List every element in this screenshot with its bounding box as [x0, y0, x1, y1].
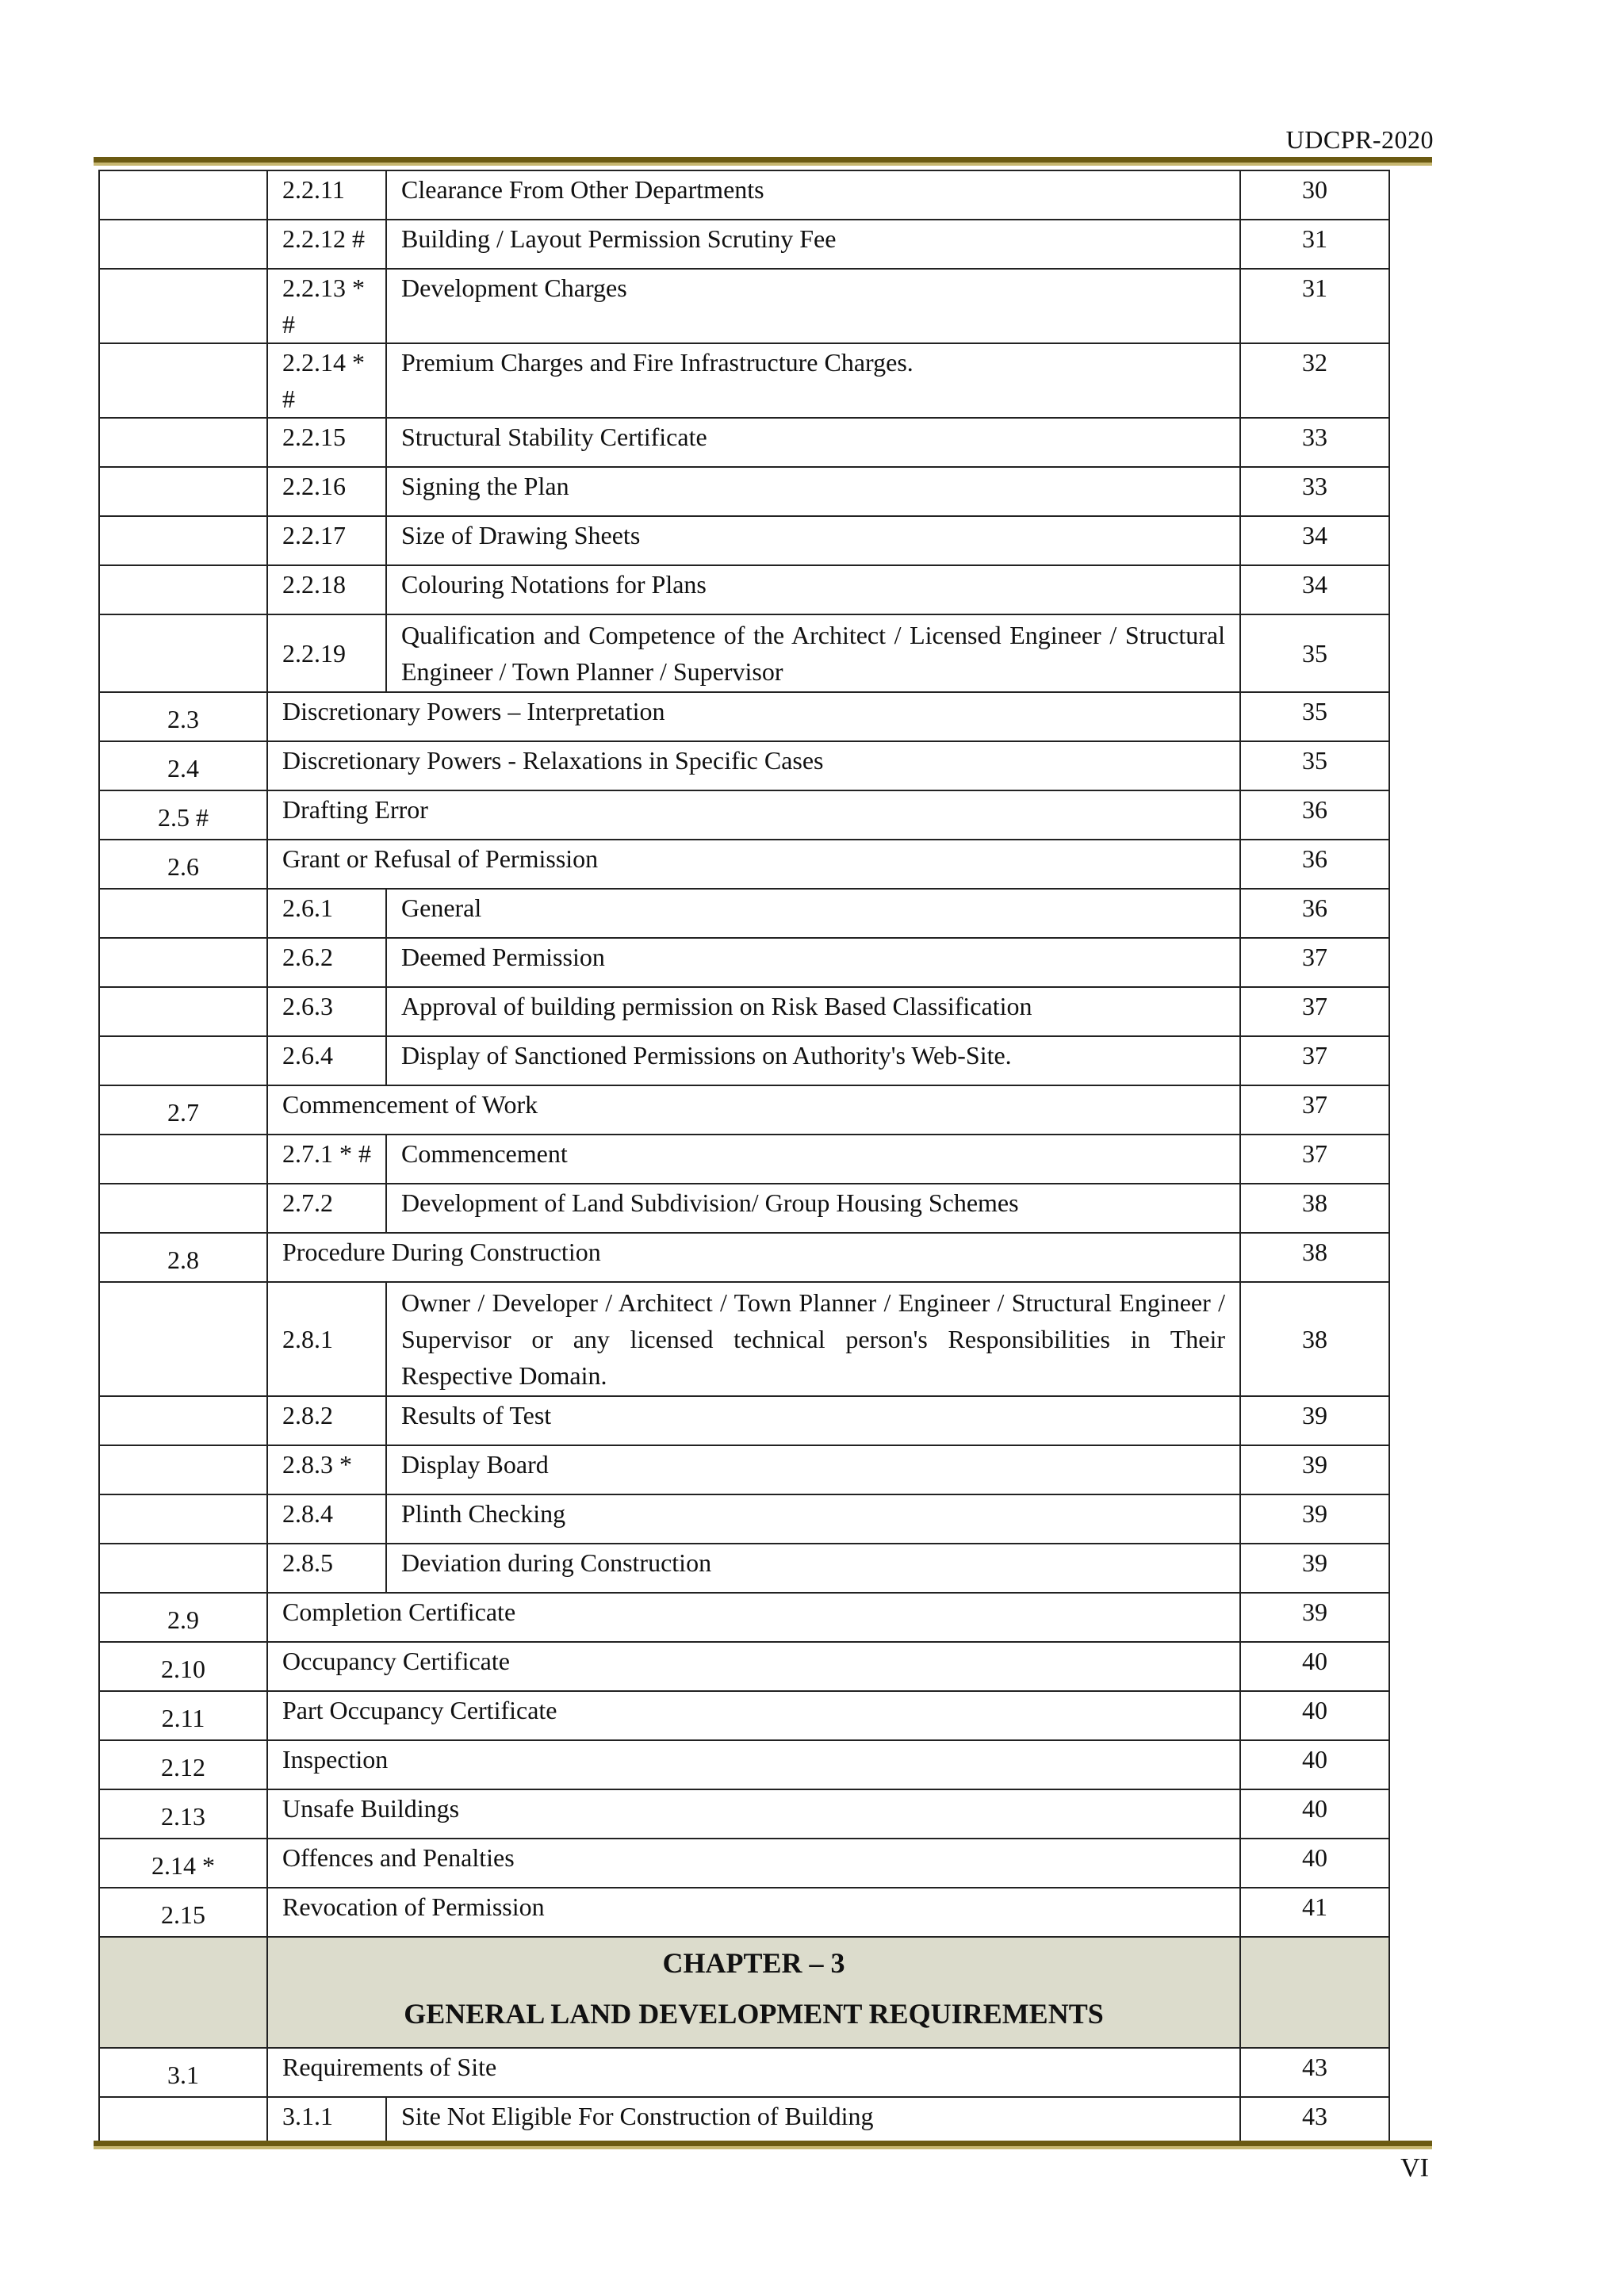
section-number-cell: [99, 889, 267, 938]
page-number-cell: 39: [1240, 1396, 1389, 1445]
entry-title: Inspection: [267, 1740, 1240, 1789]
toc-row[interactable]: [99, 1233, 1389, 1282]
page-number-cell: 31: [1240, 269, 1389, 343]
toc-row[interactable]: [99, 790, 1389, 840]
toc-row[interactable]: [99, 2048, 1389, 2097]
section-number: 2.15: [99, 1888, 267, 1937]
page-number-cell: 37: [1240, 1085, 1389, 1135]
entry-title: Display of Sanctioned Permissions on Authority's Web-Site.: [386, 1036, 1240, 1085]
table-of-contents: [98, 170, 1390, 2147]
section-number-cell: [99, 1036, 267, 1085]
toc-row[interactable]: [99, 1282, 1389, 1396]
subsection-number: 2.8.3 *: [267, 1445, 386, 1494]
page-number-cell: 43: [1240, 2048, 1389, 2097]
toc-row[interactable]: [99, 467, 1389, 516]
entry-title: Display Board: [386, 1445, 1240, 1494]
toc-row[interactable]: [99, 1445, 1389, 1494]
toc-row[interactable]: [99, 1396, 1389, 1445]
chapter-blank-cell: [99, 1937, 267, 2048]
entry-title: Deviation during Construction: [386, 1544, 1240, 1593]
page-number-cell: 39: [1240, 1593, 1389, 1642]
subsection-number: 2.6.2: [267, 938, 386, 987]
subsection-number: 2.2.14 * #: [267, 343, 386, 418]
toc-row[interactable]: [99, 516, 1389, 565]
section-number-cell: [99, 1396, 267, 1445]
toc-row[interactable]: [99, 1888, 1389, 1937]
page-number-cell: 38: [1240, 1184, 1389, 1233]
entry-title: Clearance From Other Departments: [386, 170, 1240, 220]
subsection-number: 3.1.1: [267, 2097, 386, 2146]
entry-title: Owner / Developer / Architect / Town Planner / Engineer / Structural Engineer / Supervisor or any licensed technical person's Responsibilities in Their Respective Domain.: [386, 1282, 1240, 1396]
page-number-cell: 37: [1240, 938, 1389, 987]
subsection-number: 2.2.16: [267, 467, 386, 516]
section-number-cell: [99, 1494, 267, 1544]
toc-row[interactable]: [99, 1544, 1389, 1593]
section-number: 2.3: [99, 692, 267, 741]
entry-title: Revocation of Permission: [267, 1888, 1240, 1937]
entry-title: Deemed Permission: [386, 938, 1240, 987]
section-number: 2.13: [99, 1789, 267, 1839]
entry-title: Site Not Eligible For Construction of Building: [386, 2097, 1240, 2146]
page-number-cell: 38: [1240, 1282, 1389, 1396]
page-number-cell: 38: [1240, 1233, 1389, 1282]
subsection-number: 2.2.12 #: [267, 220, 386, 269]
subsection-number: 2.8.4: [267, 1494, 386, 1544]
header-rule: [94, 157, 1432, 166]
toc-row[interactable]: [99, 1642, 1389, 1691]
entry-title: Signing the Plan: [386, 467, 1240, 516]
entry-title: Structural Stability Certificate: [386, 418, 1240, 467]
entry-title: Part Occupancy Certificate: [267, 1691, 1240, 1740]
toc-row[interactable]: [99, 220, 1389, 269]
section-number-cell: [99, 516, 267, 565]
section-number: 2.10: [99, 1642, 267, 1691]
section-number-cell: [99, 987, 267, 1036]
toc-row[interactable]: [99, 741, 1389, 790]
page-number-cell: 36: [1240, 790, 1389, 840]
section-number-cell: [99, 467, 267, 516]
section-number-cell: [99, 1135, 267, 1184]
section-number-cell: [99, 269, 267, 343]
section-number-cell: [99, 220, 267, 269]
footer-rule: [94, 2141, 1432, 2149]
subsection-number: 2.8.2: [267, 1396, 386, 1445]
page-number-cell: 37: [1240, 1036, 1389, 1085]
toc-row[interactable]: [99, 1135, 1389, 1184]
page-number-cell: 36: [1240, 840, 1389, 889]
section-number: 2.5 #: [99, 790, 267, 840]
page-number-cell: 39: [1240, 1445, 1389, 1494]
subsection-number: 2.8.1: [267, 1282, 386, 1396]
entry-title: Commencement: [386, 1135, 1240, 1184]
section-number-cell: [99, 418, 267, 467]
entry-title: Qualification and Competence of the Architect / Licensed Engineer / Structural Engineer / Town Planner / Supervisor: [386, 614, 1240, 692]
toc-row[interactable]: [99, 170, 1389, 220]
entry-title: Premium Charges and Fire Infrastructure Charges.: [386, 343, 1240, 418]
chapter-heading: [267, 1937, 1240, 2048]
chapter-page-cell: [1240, 1937, 1389, 2048]
section-number: 2.9: [99, 1593, 267, 1642]
page-number: VI: [1400, 2153, 1429, 2183]
subsection-number: 2.2.11: [267, 170, 386, 220]
entry-title: Discretionary Powers - Relaxations in Specific Cases: [267, 741, 1240, 790]
entry-title: Results of Test: [386, 1396, 1240, 1445]
toc-row[interactable]: [99, 1789, 1389, 1839]
entry-title: Plinth Checking: [386, 1494, 1240, 1544]
entry-title: Requirements of Site: [267, 2048, 1240, 2097]
toc-row[interactable]: [99, 418, 1389, 467]
section-number-cell: [99, 1445, 267, 1494]
toc-row[interactable]: [99, 840, 1389, 889]
chapter-heading-row: [99, 1937, 1389, 2048]
page-number-cell: 33: [1240, 418, 1389, 467]
entry-title: Size of Drawing Sheets: [386, 516, 1240, 565]
section-number: 2.14 *: [99, 1839, 267, 1888]
subsection-number: 2.8.5: [267, 1544, 386, 1593]
page-number-cell: 40: [1240, 1691, 1389, 1740]
entry-title: Approval of building permission on Risk Based Classification: [386, 987, 1240, 1036]
entry-title: Discretionary Powers – Interpretation: [267, 692, 1240, 741]
toc-row[interactable]: [99, 987, 1389, 1036]
page-number-cell: 37: [1240, 1135, 1389, 1184]
toc-row[interactable]: [99, 1036, 1389, 1085]
toc-row[interactable]: [99, 1184, 1389, 1233]
section-number-cell: [99, 938, 267, 987]
page-number-cell: 35: [1240, 614, 1389, 692]
entry-title: General: [386, 889, 1240, 938]
toc-row[interactable]: [99, 889, 1389, 938]
section-number: 2.12: [99, 1740, 267, 1789]
toc-row[interactable]: [99, 1839, 1389, 1888]
page-number-cell: 35: [1240, 692, 1389, 741]
subsection-number: 2.6.3: [267, 987, 386, 1036]
toc-row[interactable]: [99, 1740, 1389, 1789]
section-number: 3.1: [99, 2048, 267, 2097]
toc-row[interactable]: [99, 692, 1389, 741]
entry-title: Occupancy Certificate: [267, 1642, 1240, 1691]
toc-row[interactable]: [99, 565, 1389, 614]
toc-row[interactable]: [99, 1085, 1389, 1135]
page-number-cell: 35: [1240, 741, 1389, 790]
page-number-cell: 39: [1240, 1544, 1389, 1593]
page-number-cell: 40: [1240, 1642, 1389, 1691]
subsection-number: 2.2.13 * #: [267, 269, 386, 343]
entry-title: Grant or Refusal of Permission: [267, 840, 1240, 889]
page-number-cell: 41: [1240, 1888, 1389, 1937]
entry-title: Procedure During Construction: [267, 1233, 1240, 1282]
page-number-cell: 34: [1240, 565, 1389, 614]
page-number-cell: 31: [1240, 220, 1389, 269]
page-number-cell: 32: [1240, 343, 1389, 418]
subsection-number: 2.7.1 * #: [267, 1135, 386, 1184]
subsection-number: 2.6.4: [267, 1036, 386, 1085]
page-number-cell: 40: [1240, 1789, 1389, 1839]
entry-title: Unsafe Buildings: [267, 1789, 1240, 1839]
page-number-cell: 40: [1240, 1839, 1389, 1888]
document-code: UDCPR-2020: [1285, 125, 1434, 154]
toc-row[interactable]: [99, 1691, 1389, 1740]
section-number-cell: [99, 1184, 267, 1233]
toc-row[interactable]: [99, 269, 1389, 343]
section-number-cell: [99, 565, 267, 614]
section-number-cell: [99, 2097, 267, 2146]
section-number-cell: [99, 343, 267, 418]
toc-row[interactable]: [99, 2097, 1389, 2146]
page-number-cell: 33: [1240, 467, 1389, 516]
entry-title: Completion Certificate: [267, 1593, 1240, 1642]
entry-title: Development of Land Subdivision/ Group Housing Schemes: [386, 1184, 1240, 1233]
entry-title: Commencement of Work: [267, 1085, 1240, 1135]
page-number-cell: 34: [1240, 516, 1389, 565]
toc-row[interactable]: [99, 343, 1389, 418]
section-number: 2.4: [99, 741, 267, 790]
page-number-cell: 40: [1240, 1740, 1389, 1789]
subsection-number: 2.6.1: [267, 889, 386, 938]
subsection-number: 2.7.2: [267, 1184, 386, 1233]
page-number-cell: 36: [1240, 889, 1389, 938]
section-number-cell: [99, 1282, 267, 1396]
entry-title: Offences and Penalties: [267, 1839, 1240, 1888]
section-number: 2.6: [99, 840, 267, 889]
page-number-cell: 43: [1240, 2097, 1389, 2146]
page-number-cell: 30: [1240, 170, 1389, 220]
subsection-number: 2.2.18: [267, 565, 386, 614]
chapter-number: CHAPTER – 3: [662, 1947, 845, 1979]
toc-row[interactable]: [99, 1494, 1389, 1544]
section-number: 2.11: [99, 1691, 267, 1740]
section-number-cell: [99, 170, 267, 220]
toc-row[interactable]: [99, 614, 1389, 692]
entry-title: Drafting Error: [267, 790, 1240, 840]
section-number-cell: [99, 1544, 267, 1593]
chapter-title: GENERAL LAND DEVELOPMENT REQUIREMENTS: [404, 1998, 1104, 2030]
page-number-cell: 39: [1240, 1494, 1389, 1544]
entry-title: Building / Layout Permission Scrutiny Fee: [386, 220, 1240, 269]
toc-row[interactable]: [99, 1593, 1389, 1642]
subsection-number: 2.2.17: [267, 516, 386, 565]
section-number: 2.8: [99, 1233, 267, 1282]
section-number-cell: [99, 614, 267, 692]
page-number-cell: 37: [1240, 987, 1389, 1036]
section-number: 2.7: [99, 1085, 267, 1135]
entry-title: Development Charges: [386, 269, 1240, 343]
subsection-number: 2.2.19: [267, 614, 386, 692]
entry-title: Colouring Notations for Plans: [386, 565, 1240, 614]
subsection-number: 2.2.15: [267, 418, 386, 467]
toc-row[interactable]: [99, 938, 1389, 987]
